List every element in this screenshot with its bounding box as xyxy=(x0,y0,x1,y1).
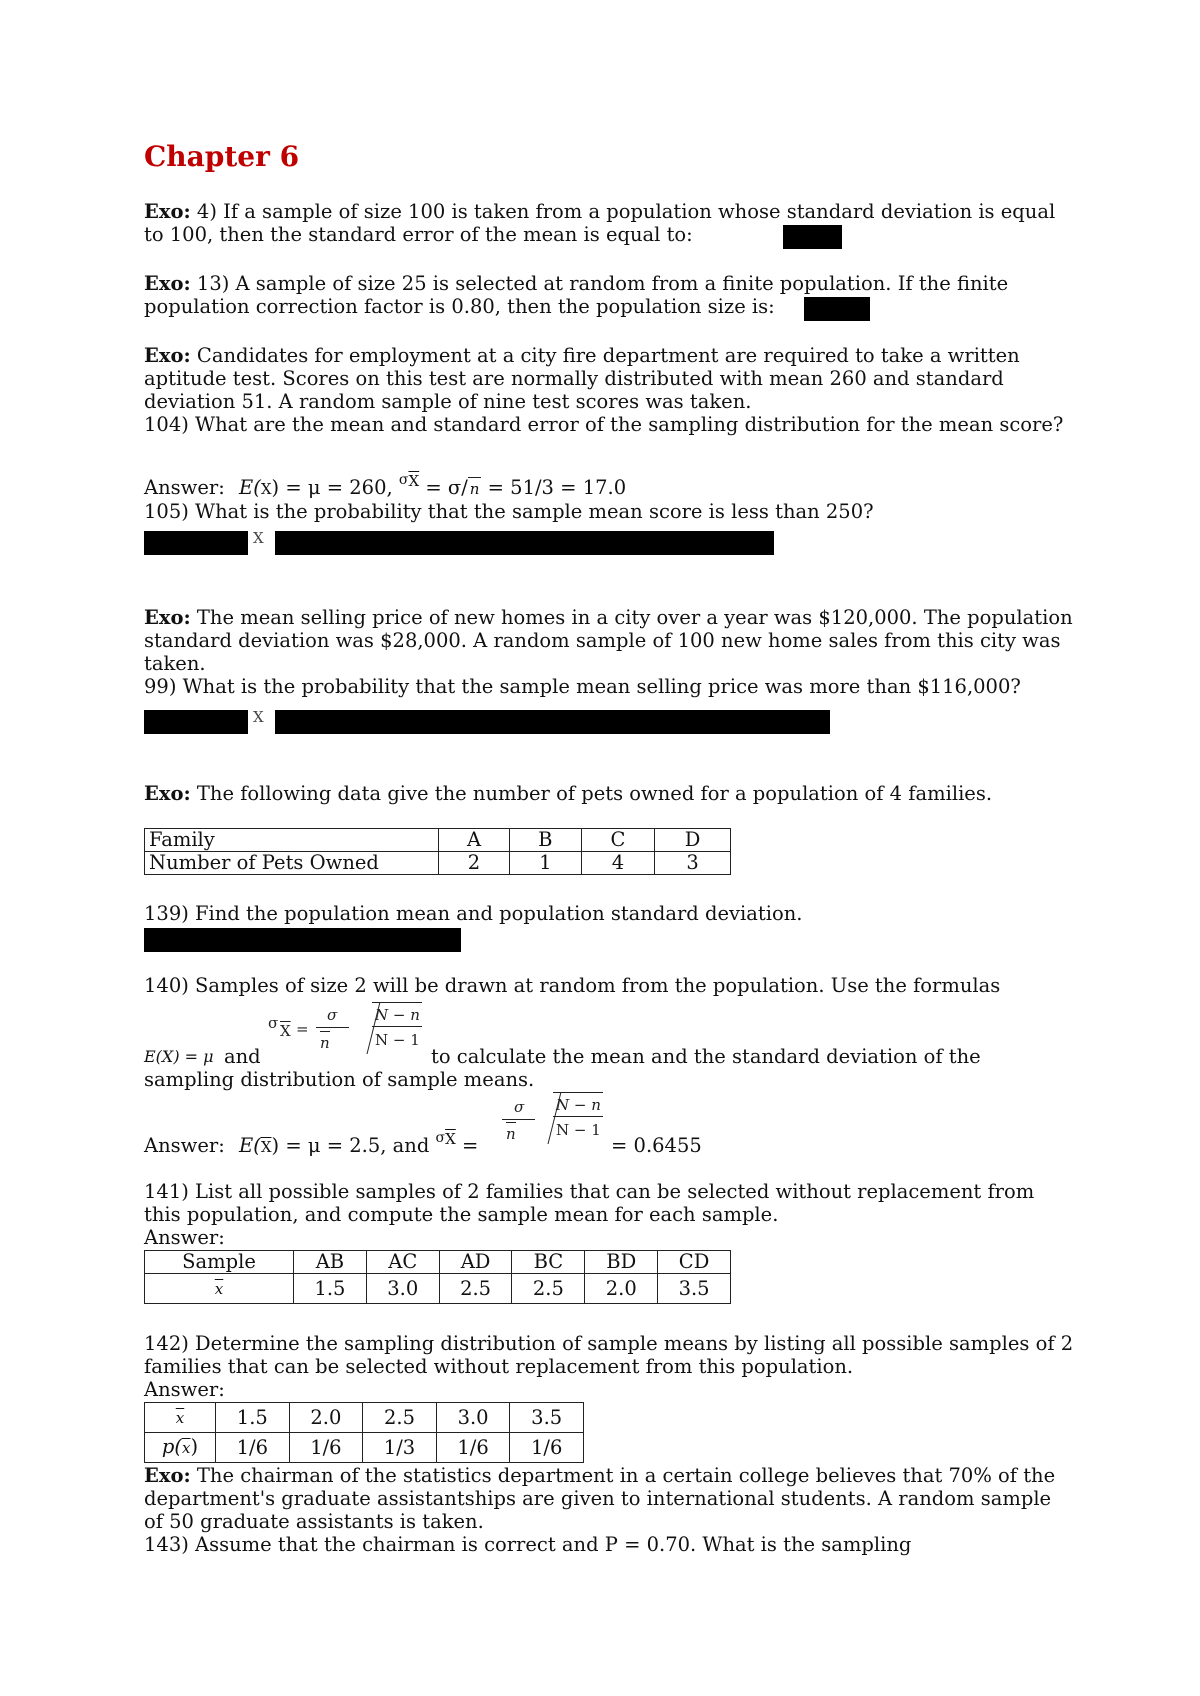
table-cell: B xyxy=(509,829,581,852)
q140-text-b: to calculate the mean and the standard deviation of the xyxy=(431,1045,981,1068)
a104-e: E( xyxy=(238,476,261,499)
chapter-title: Chapter 6 xyxy=(144,140,300,173)
answer-label: Answer: xyxy=(144,1226,225,1249)
table-cell: 3.0 xyxy=(366,1274,439,1304)
q13-text: 13) A sample of size 25 is selected at random from a finite population. If the finite population correction factor is 0.80, then the population size is: xyxy=(144,272,1009,318)
q4-text: 4) If a sample of size 100 is taken from a population whose standard deviation is equal to 100, then the standard error of the mean is equal to: xyxy=(144,200,1056,246)
distribution-table xyxy=(144,1402,584,1463)
q142 xyxy=(144,1332,1074,1401)
table-row xyxy=(145,1274,731,1304)
exo-chairman xyxy=(144,1464,1074,1556)
exo-label: Exo: xyxy=(144,1464,191,1487)
table-cell: 3.5 xyxy=(658,1274,731,1304)
redacted-answer xyxy=(144,928,461,952)
a104-mid: ) = μ = 260, xyxy=(271,476,393,499)
redacted-answer xyxy=(275,531,774,555)
fraction-bar xyxy=(316,1027,349,1028)
pets-table xyxy=(144,828,731,875)
a104-xbar: X xyxy=(408,472,420,490)
table-cell: 3 xyxy=(655,852,731,875)
table-cell: 2 xyxy=(439,852,510,875)
chair-intro: The chairman of the statistics department in a certain college believes that 70% of the department's graduate assistantships are given to international students. A random sample of 50 graduate assistants is taken. xyxy=(144,1464,1056,1533)
exo-label: Exo: xyxy=(144,782,191,805)
formula-mean: E(X) = μ xyxy=(144,1047,214,1066)
redacted-answer xyxy=(144,531,248,555)
formula-den: N − 1 xyxy=(375,1031,420,1049)
q140-text-c: sampling distribution of sample means. xyxy=(144,1068,535,1091)
table-cell: 1/6 xyxy=(510,1433,584,1463)
exo-fire-department xyxy=(144,344,1074,436)
fire-intro: Candidates for employment at a city fire department are required to take a written aptitude test. Scores on this test are normally distributed with mean 260 and standard deviation 51. A random sample of nine test scores was taken. xyxy=(144,344,1020,413)
a104-x: X xyxy=(260,480,272,498)
exo-q13 xyxy=(144,272,1074,318)
table-cell: 2.0 xyxy=(289,1403,363,1433)
table-cell: 4 xyxy=(581,852,655,875)
a140-num-sigma: σ xyxy=(514,1098,525,1116)
formula-sqrt-n: n xyxy=(320,1031,330,1055)
q142-text: 142) Determine the sampling distribution of sample means by listing all possible samples of 2 families that can be selected without replacement from this population. xyxy=(144,1332,1074,1378)
hidden-x: X xyxy=(253,529,264,547)
table-cell: Number of Pets Owned xyxy=(145,852,439,875)
homes-intro: The mean selling price of new homes in a city over a year was $120,000. The population standard deviation was $28,000. A random sample of 100 new home sales from this city was taken. xyxy=(144,606,1073,675)
table-cell: 1/6 xyxy=(216,1433,290,1463)
q140-text: 140) Samples of size 2 will be drawn at random from the population. Use the formulas xyxy=(144,974,1001,997)
and-text: and xyxy=(224,1045,261,1068)
table-cell: C xyxy=(581,829,655,852)
table-cell: AD xyxy=(439,1251,512,1274)
pets-intro: The following data give the number of pets owned for a population of 4 families. xyxy=(196,782,993,805)
answer-label: Answer: xyxy=(144,1134,225,1157)
p-xbar: $\overline{x}$ xyxy=(182,1439,191,1457)
exo-homes xyxy=(144,606,1074,698)
table-cell: Family xyxy=(145,829,439,852)
table-cell: AC xyxy=(366,1251,439,1274)
table-cell: 1.5 xyxy=(294,1274,367,1304)
table-cell: D xyxy=(655,829,731,852)
table-row xyxy=(145,829,731,852)
formula-xbar: $\overline{X}$ xyxy=(280,1022,291,1040)
table-cell: 2.5 xyxy=(439,1274,512,1304)
formula-sigma: σ xyxy=(268,1014,279,1032)
table-cell: 3.5 xyxy=(510,1403,584,1433)
table-row xyxy=(145,1433,584,1463)
sigma-symbol: σ xyxy=(435,1130,446,1146)
formula-num-sigma: σ xyxy=(327,1006,338,1024)
formula-num: N − n xyxy=(375,1006,420,1024)
table-cell: 1/6 xyxy=(289,1433,363,1463)
q141-text: 141) List all possible samples of 2 families that can be selected without replacement from this population, and compute the sample mean for each sample. xyxy=(144,1180,1035,1226)
table-cell: 1.5 xyxy=(216,1403,290,1433)
table-row xyxy=(145,1251,731,1274)
table-cell: CD xyxy=(658,1251,731,1274)
answer-label: Answer: xyxy=(144,476,225,499)
table-cell: 1 xyxy=(509,852,581,875)
a140-sigma-xbar: X xyxy=(445,1130,456,1148)
a104-value: = 51/3 = 17.0 xyxy=(487,476,627,499)
table-row xyxy=(145,1403,584,1433)
hidden-x: X xyxy=(253,708,264,726)
a140-sqrt-n: n xyxy=(506,1122,516,1146)
p-label: p( xyxy=(161,1435,182,1458)
q141 xyxy=(144,1180,1074,1249)
fraction-bar xyxy=(502,1119,535,1120)
p-close: ) xyxy=(190,1435,199,1458)
table-cell: 1/6 xyxy=(436,1433,510,1463)
exo-label: Exo: xyxy=(144,272,191,295)
table-cell: Sample xyxy=(145,1251,294,1274)
prob-label xyxy=(145,1433,216,1463)
radical-top xyxy=(553,1092,603,1093)
radical-top xyxy=(372,1002,422,1003)
fraction-bar xyxy=(372,1026,422,1027)
table-cell: 3.0 xyxy=(436,1403,510,1433)
table-cell: 2.5 xyxy=(363,1403,437,1433)
q143-text: 143) Assume that the chairman is correct and P = 0.70. What is the sampling xyxy=(144,1533,912,1556)
table-cell: 2.0 xyxy=(585,1274,658,1304)
table-row xyxy=(145,852,731,875)
formula-eq: = xyxy=(296,1020,309,1038)
exo-pets xyxy=(144,782,1074,805)
redacted-answer xyxy=(804,297,870,321)
table-cell: 2.5 xyxy=(512,1274,585,1304)
table-cell: BC xyxy=(512,1251,585,1274)
q139-text: 139) Find the population mean and population standard deviation. xyxy=(144,902,803,925)
q104-text: 104) What are the mean and standard error of the sampling distribution for the mean score? xyxy=(144,413,1064,436)
answer-140 xyxy=(144,1130,479,1160)
exo-q4 xyxy=(144,200,1074,246)
fraction-bar xyxy=(553,1116,603,1117)
redacted-answer xyxy=(275,710,830,734)
table-cell: A xyxy=(439,829,510,852)
sigma-symbol: σ xyxy=(398,472,409,488)
exo-label: Exo: xyxy=(144,344,191,367)
a140-eq: = xyxy=(462,1134,479,1157)
xbar-label: $\overline{x}$ xyxy=(145,1274,294,1304)
exo-label: Exo: xyxy=(144,606,191,629)
q105-text: 105) What is the probability that the sample mean score is less than 250? xyxy=(144,500,874,523)
table-cell: AB xyxy=(294,1251,367,1274)
a140-xbar: $\overline{X}$ xyxy=(260,1138,272,1156)
q99-text: 99) What is the probability that the sample mean selling price was more than $116,000? xyxy=(144,675,1021,698)
a140-e: E( xyxy=(238,1134,261,1157)
redacted-answer xyxy=(144,710,248,734)
a140-value: = 0.6455 xyxy=(611,1134,702,1157)
a140-den: N − 1 xyxy=(556,1121,601,1139)
a140-num: N − n xyxy=(556,1096,601,1114)
a140-mid: ) = μ = 2.5, and xyxy=(271,1134,430,1157)
redacted-answer xyxy=(783,225,842,249)
table-cell: 1/3 xyxy=(363,1433,437,1463)
sqrt-n: n xyxy=(468,477,482,501)
table-cell: BD xyxy=(585,1251,658,1274)
answer-104 xyxy=(144,472,627,502)
answer-label: Answer: xyxy=(144,1378,225,1401)
a104-end: = σ/ xyxy=(425,476,468,499)
xbar-label: $\overline{x}$ xyxy=(145,1403,216,1433)
exo-label: Exo: xyxy=(144,200,191,223)
samples-table xyxy=(144,1250,731,1304)
